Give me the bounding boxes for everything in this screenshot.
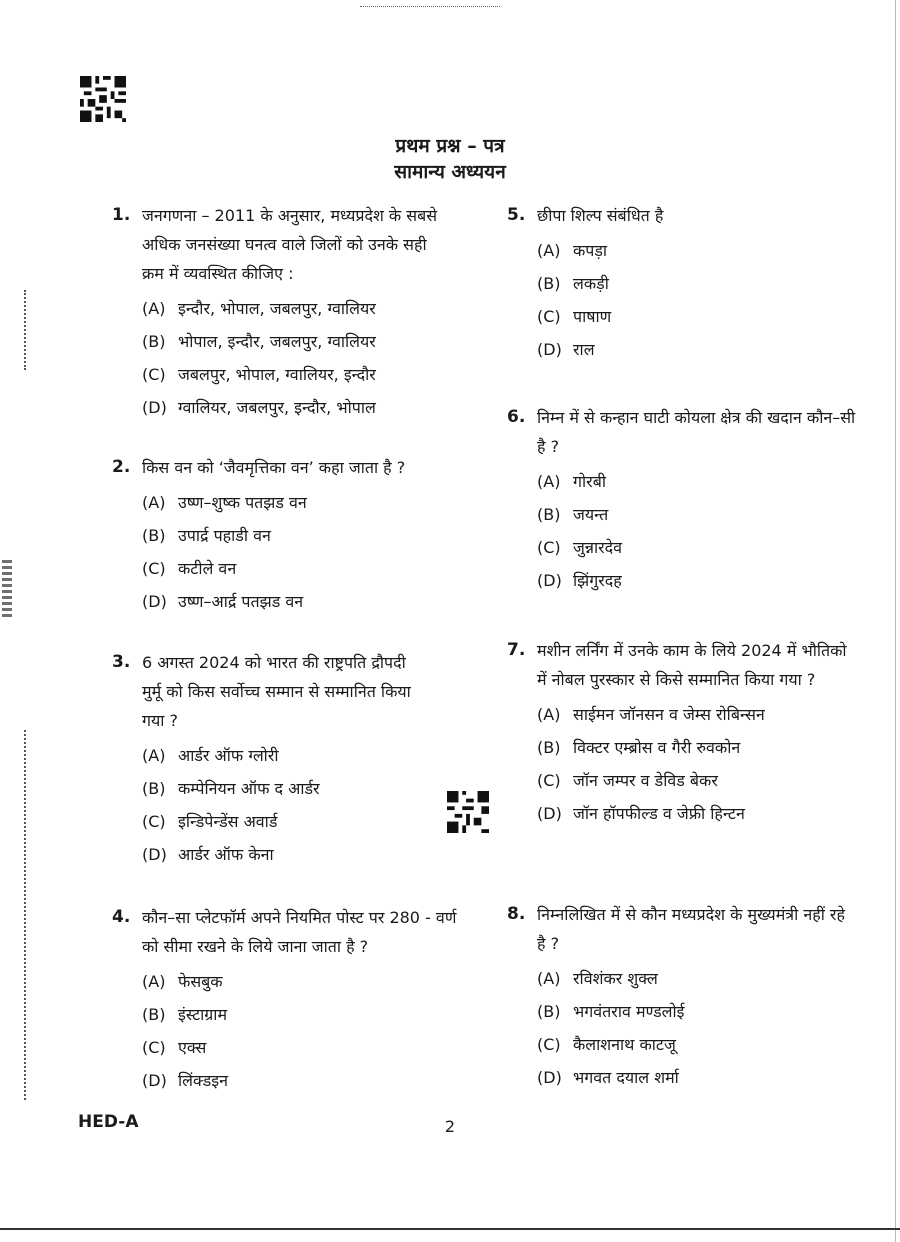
option-b bbox=[142, 519, 462, 552]
question-5 bbox=[507, 201, 857, 366]
option-label: (D) bbox=[537, 804, 562, 823]
option-text: फेसबुक bbox=[178, 972, 223, 991]
option-label: (D) bbox=[142, 398, 167, 417]
qr-code-icon bbox=[447, 791, 489, 833]
option-a bbox=[142, 965, 462, 998]
option-label: (D) bbox=[537, 340, 562, 359]
option-text: कम्पेनियन ऑफ द आर्डर bbox=[178, 779, 320, 798]
option-text: साईमन जॉनसन व जेम्स रोबिन्सन bbox=[573, 705, 765, 724]
option-a bbox=[537, 698, 857, 731]
option-d bbox=[537, 797, 857, 830]
question-4 bbox=[112, 903, 462, 1097]
option-c bbox=[537, 764, 857, 797]
option-d bbox=[142, 838, 412, 871]
option-text: विक्टर एम्ब्रोस व गैरी रुवकोन bbox=[573, 738, 741, 757]
option-label: (A) bbox=[142, 972, 166, 991]
option-text: जयन्त bbox=[573, 505, 609, 524]
option-d bbox=[142, 391, 452, 424]
option-d bbox=[537, 564, 857, 597]
question-3 bbox=[112, 648, 412, 871]
page-edge-bottom bbox=[0, 1228, 900, 1230]
option-label: (A) bbox=[537, 241, 561, 260]
option-text: भोपाल, इन्दौर, जबलपुर, ग्वालियर bbox=[178, 332, 376, 351]
option-text: उपार्द्र पहाडी वन bbox=[178, 526, 271, 545]
option-b bbox=[537, 731, 857, 764]
option-label: (B) bbox=[142, 779, 166, 798]
question-7 bbox=[507, 636, 857, 830]
option-text: आर्डर ऑफ केना bbox=[178, 845, 274, 864]
option-text: लिंक्डइन bbox=[178, 1071, 229, 1090]
option-label: (C) bbox=[537, 771, 561, 790]
question-number: 4. bbox=[112, 907, 131, 927]
question-1 bbox=[112, 201, 452, 424]
question-8 bbox=[507, 900, 857, 1094]
option-a bbox=[537, 962, 857, 995]
option-d bbox=[537, 1061, 857, 1094]
option-d bbox=[537, 333, 857, 366]
option-label: (D) bbox=[537, 1068, 562, 1087]
option-b bbox=[142, 772, 412, 805]
question-text: किस वन को ‘जैवमृत्तिका वन’ कहा जाता है ? bbox=[142, 458, 406, 477]
question-number: 2. bbox=[112, 457, 131, 477]
question-text: कौन–सा प्लेटफॉर्म अपने नियमित पोस्ट पर 280 - वर्ण को सीमा रखने के लिये जाना जाता है ? bbox=[142, 908, 457, 956]
option-text: पाषाण bbox=[573, 307, 612, 326]
option-c bbox=[142, 1031, 462, 1064]
option-text: कैलाशनाथ काटजू bbox=[573, 1035, 676, 1054]
option-label: (C) bbox=[142, 1038, 166, 1057]
question-number: 5. bbox=[507, 205, 526, 225]
option-label: (A) bbox=[142, 746, 166, 765]
option-a bbox=[142, 292, 452, 325]
option-text: एक्स bbox=[178, 1038, 207, 1057]
option-label: (B) bbox=[537, 274, 561, 293]
option-text: उष्ण–शुष्क पतझड वन bbox=[178, 493, 307, 512]
qr-code-icon bbox=[80, 76, 126, 122]
option-text: कपड़ा bbox=[573, 241, 608, 260]
option-text: जॉन हॉपफील्ड व जेफ्री हिन्टन bbox=[573, 804, 745, 823]
option-label: (C) bbox=[142, 559, 166, 578]
page-edge-right bbox=[895, 0, 896, 1242]
option-a bbox=[142, 739, 412, 772]
top-edge-mark bbox=[360, 0, 500, 7]
option-label: (C) bbox=[537, 1035, 561, 1054]
option-c bbox=[142, 358, 452, 391]
option-a bbox=[537, 234, 857, 267]
option-a bbox=[537, 465, 857, 498]
page-number: 2 bbox=[444, 1117, 456, 1136]
option-label: (A) bbox=[142, 299, 166, 318]
question-number: 3. bbox=[112, 652, 131, 672]
option-b bbox=[537, 267, 857, 300]
option-c bbox=[537, 531, 857, 564]
option-label: (B) bbox=[537, 738, 561, 757]
question-text: निम्नलिखित में से कौन मध्यप्रदेश के मुख्यमंत्री नहीं रहे है ? bbox=[537, 905, 845, 953]
option-a bbox=[142, 486, 462, 519]
binding-mark bbox=[2, 560, 12, 620]
paper-title: प्रथम प्रश्न – पत्र bbox=[395, 135, 505, 157]
option-c bbox=[142, 805, 412, 838]
option-label: (D) bbox=[142, 592, 167, 611]
option-text: इन्डिपेन्डेंस अवार्ड bbox=[178, 812, 278, 831]
perforation-mark bbox=[24, 730, 28, 1100]
option-text: कटीले वन bbox=[178, 559, 237, 578]
option-label: (B) bbox=[142, 526, 166, 545]
option-c bbox=[537, 1028, 857, 1061]
option-text: रविशंकर शुक्ल bbox=[573, 969, 658, 988]
option-text: लकड़ी bbox=[573, 274, 609, 293]
option-label: (C) bbox=[142, 365, 166, 384]
option-b bbox=[537, 498, 857, 531]
perforation-mark bbox=[24, 290, 28, 370]
option-text: ग्वालियर, जबलपुर, इन्दौर, भोपाल bbox=[178, 398, 376, 417]
option-label: (B) bbox=[142, 332, 166, 351]
question-number: 6. bbox=[507, 407, 526, 427]
option-text: इंस्टाग्राम bbox=[178, 1005, 228, 1024]
question-number: 8. bbox=[507, 904, 526, 924]
option-d bbox=[142, 585, 462, 618]
option-text: जॉन जम्पर व डेविड बेकर bbox=[573, 771, 718, 790]
option-text: उष्ण–आर्द्र पतझड वन bbox=[178, 592, 304, 611]
option-label: (A) bbox=[537, 969, 561, 988]
question-text: जनगणना – 2011 के अनुसार, मध्यप्रदेश के सबसे अधिक जनसंख्या घनत्व वाले जिलों को उनके सही क्रम में व्यवस्थित कीजिए : bbox=[142, 206, 438, 283]
option-text: जबलपुर, भोपाल, ग्वालियर, इन्दौर bbox=[178, 365, 376, 384]
question-text: छीपा शिल्प संबंधित है bbox=[537, 206, 664, 225]
paper-code: HED-A bbox=[78, 1112, 139, 1132]
option-text: झिंगुरदह bbox=[573, 571, 622, 590]
option-b bbox=[142, 325, 452, 358]
option-label: (C) bbox=[142, 812, 166, 831]
option-label: (A) bbox=[537, 472, 561, 491]
option-label: (C) bbox=[537, 307, 561, 326]
option-c bbox=[537, 300, 857, 333]
option-label: (D) bbox=[142, 1071, 167, 1090]
option-b bbox=[142, 998, 462, 1031]
option-label: (B) bbox=[537, 1002, 561, 1021]
option-d bbox=[142, 1064, 462, 1097]
question-text: निम्न में से कन्हान घाटी कोयला क्षेत्र की खदान कौन–सी है ? bbox=[537, 408, 856, 456]
option-label: (B) bbox=[537, 505, 561, 524]
option-text: भगवंतराव मण्डलोई bbox=[573, 1002, 685, 1021]
question-text: 6 अगस्त 2024 को भारत की राष्ट्रपति द्रौपदी मुर्मू को किस सर्वोच्च सम्मान से सम्मानित किया गया ? bbox=[142, 653, 411, 730]
question-2 bbox=[112, 453, 462, 618]
option-text: इन्दौर, भोपाल, जबलपुर, ग्वालियर bbox=[178, 299, 376, 318]
option-label: (D) bbox=[537, 571, 562, 590]
question-number: 7. bbox=[507, 640, 526, 660]
option-label: (A) bbox=[142, 493, 166, 512]
option-text: भगवत दयाल शर्मा bbox=[573, 1068, 679, 1087]
option-label: (A) bbox=[537, 705, 561, 724]
question-text: मशीन लर्निंग में उनके काम के लिये 2024 में भौतिको में नोबल पुरस्कार से किसे सम्मानित किया गया ? bbox=[537, 641, 847, 689]
option-text: जुन्नारदेव bbox=[573, 538, 623, 557]
option-text: राल bbox=[573, 340, 595, 359]
option-b bbox=[537, 995, 857, 1028]
option-text: गोरबी bbox=[573, 472, 606, 491]
paper-subtitle: सामान्य अध्ययन bbox=[394, 161, 506, 183]
option-label: (B) bbox=[142, 1005, 166, 1024]
option-c bbox=[142, 552, 462, 585]
question-number: 1. bbox=[112, 205, 131, 225]
option-text: आर्डर ऑफ ग्लोरी bbox=[178, 746, 279, 765]
question-6 bbox=[507, 403, 857, 597]
option-label: (C) bbox=[537, 538, 561, 557]
option-label: (D) bbox=[142, 845, 167, 864]
